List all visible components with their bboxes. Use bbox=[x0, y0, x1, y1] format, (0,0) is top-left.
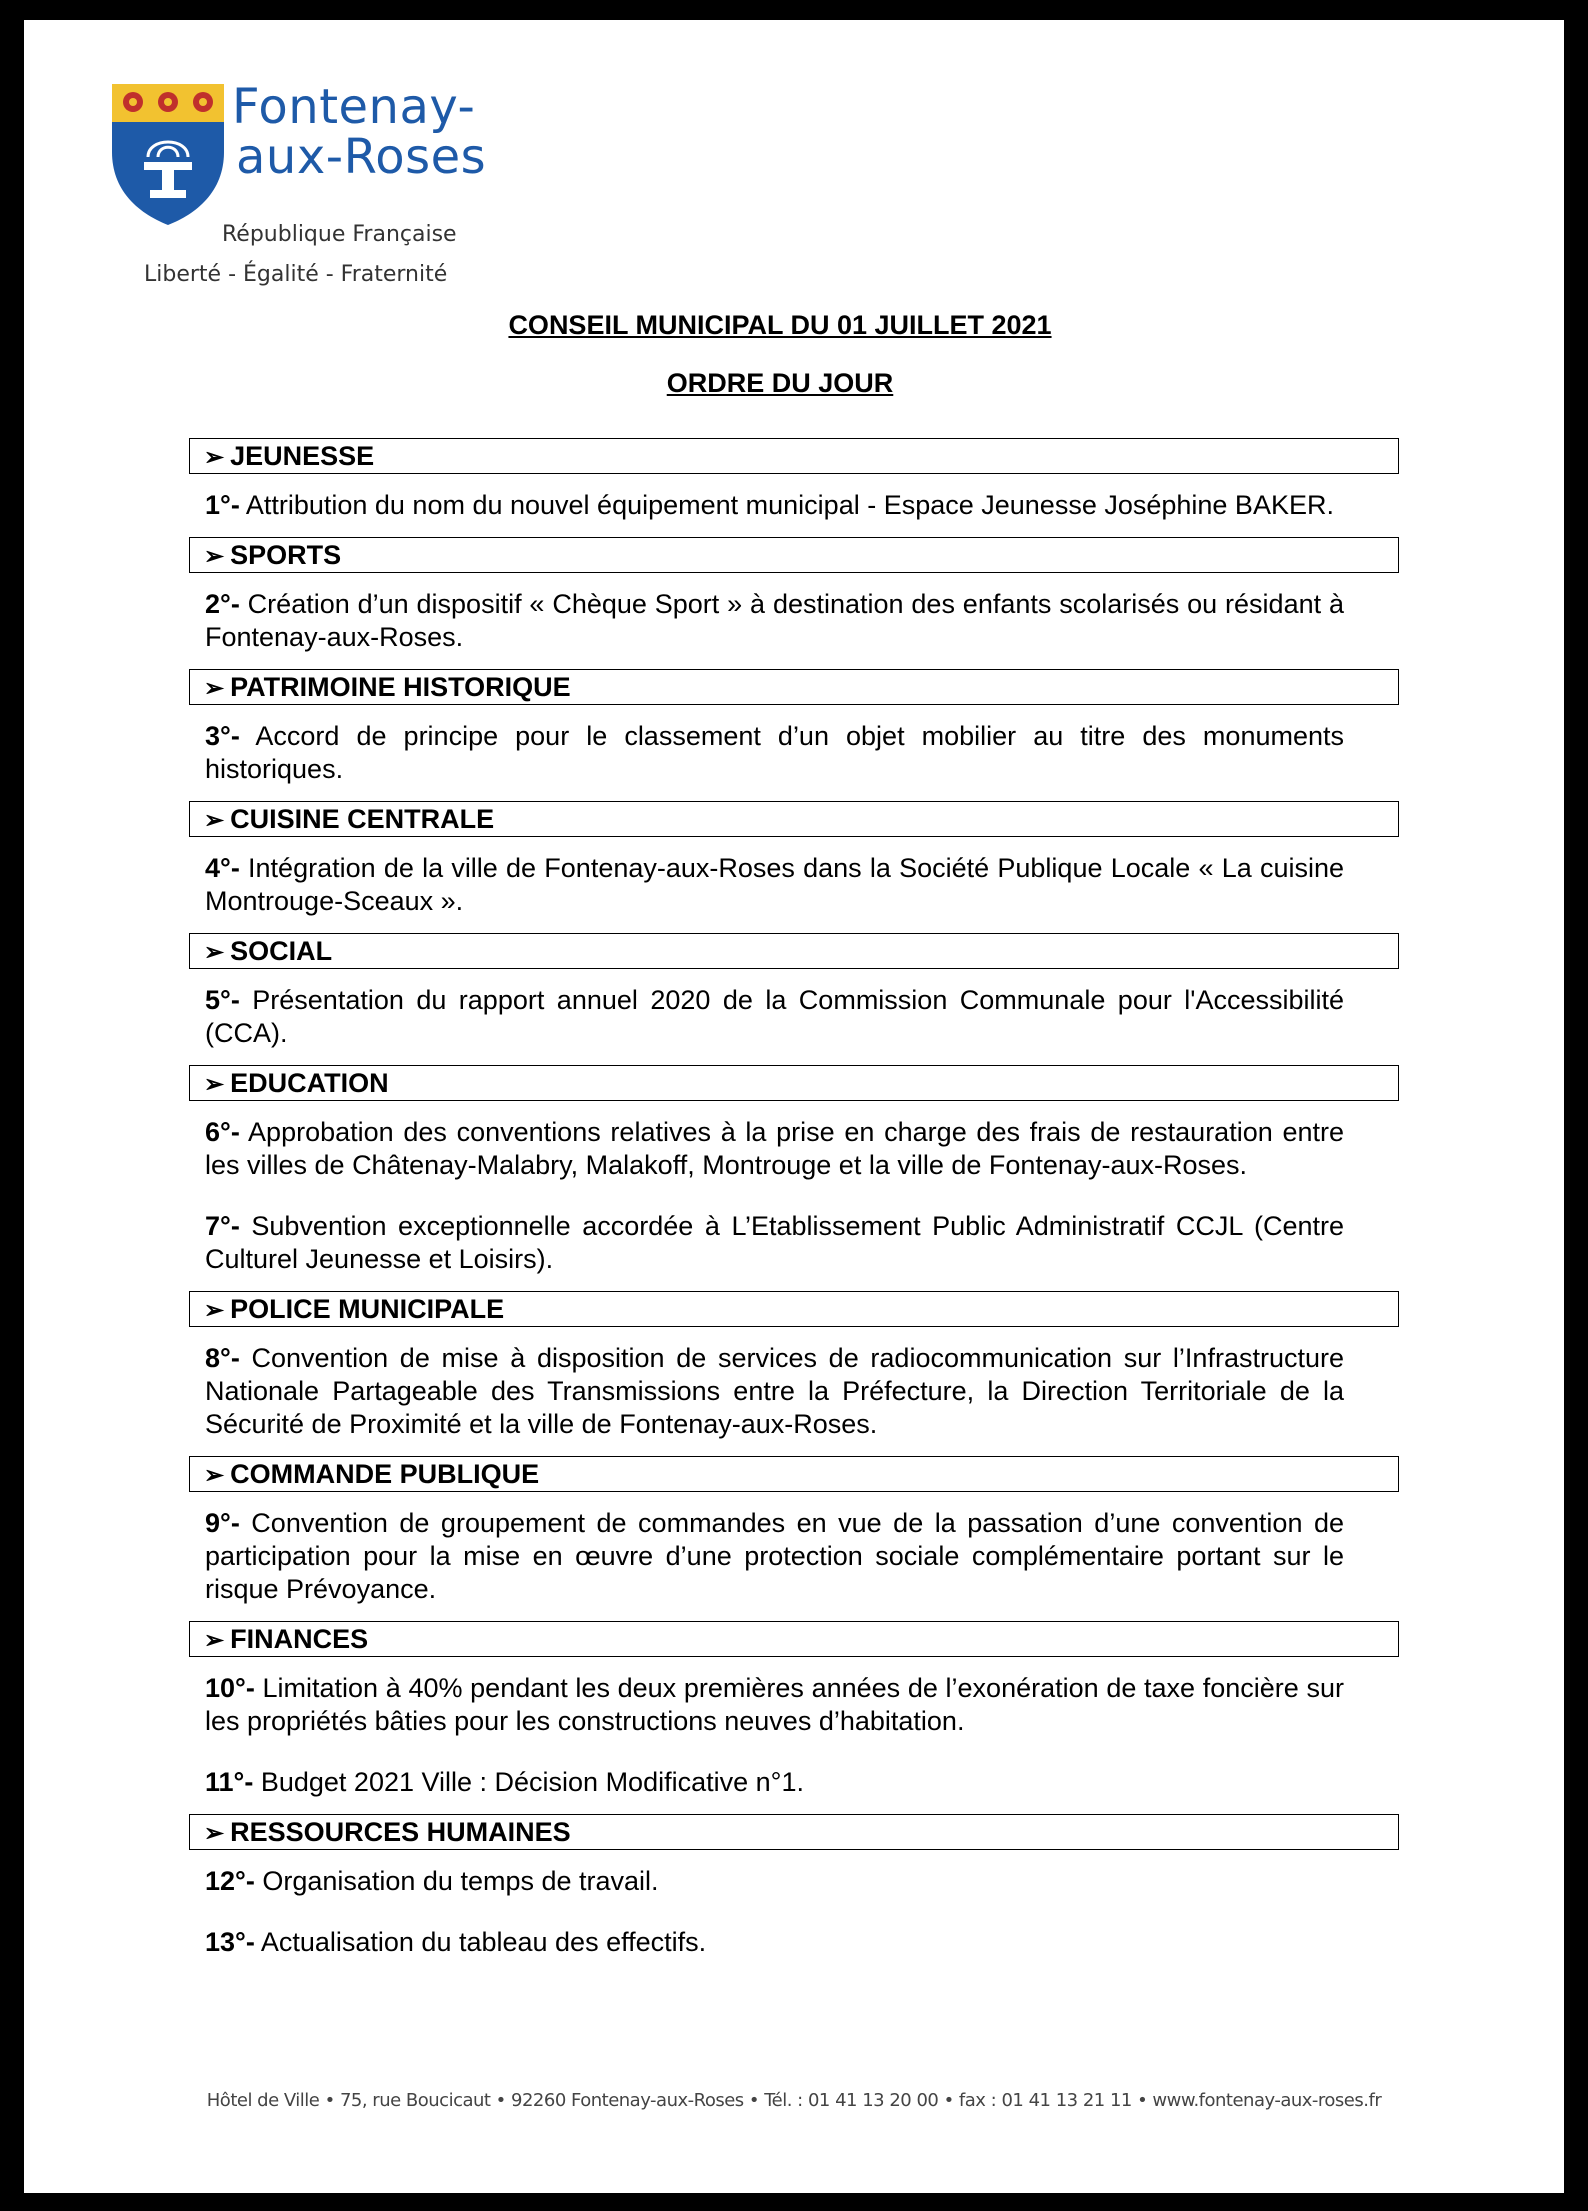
section-heading bbox=[189, 438, 1399, 474]
agenda-item-number: 1°- bbox=[205, 490, 240, 520]
arrow-bullet-icon: ➢ bbox=[204, 675, 225, 702]
arrow-bullet-icon: ➢ bbox=[204, 807, 225, 834]
footer-address: Hôtel de Ville • 75, rue Boucicaut • 92260 Fontenay-aux-Roses • Tél. : 01 41 13 20 00 • fax : 01 41 13 21 11 • www.fontenay-aux-roses.fr bbox=[206, 2090, 1382, 2111]
agenda-item-number: 9°- bbox=[205, 1508, 240, 1538]
agenda-item bbox=[205, 489, 1344, 522]
agenda-item-number: 12°- bbox=[205, 1866, 255, 1896]
coat-of-arms-icon bbox=[108, 82, 228, 227]
agenda-item bbox=[205, 1926, 1344, 1959]
arrow-bullet-icon: ➢ bbox=[204, 1071, 225, 1098]
agenda-item-text: Création d’un dispositif « Chèque Sport » à destination des enfants scolarisés ou résidant à Fontenay-aux-Roses. bbox=[205, 589, 1344, 652]
agenda-item-text: Organisation du temps de travail. bbox=[254, 1866, 659, 1896]
city-name-line2: aux-Roses bbox=[236, 129, 487, 185]
agenda-item-text: Subvention exceptionnelle accordée à L’Etablissement Public Administratif CCJL (Centre Culturel Jeunesse et Loisirs). bbox=[205, 1211, 1344, 1274]
agenda-item bbox=[205, 1672, 1344, 1738]
motto-label: Liberté - Égalité - Fraternité bbox=[144, 262, 448, 287]
city-name-line1: Fontenay- bbox=[232, 79, 476, 135]
agenda-item bbox=[205, 588, 1344, 654]
page-subtitle: ORDRE DU JOUR bbox=[666, 368, 894, 398]
section-heading-label: SPORTS bbox=[230, 540, 342, 570]
agenda-item-text: Présentation du rapport annuel 2020 de la Commission Communale pour l'Accessibilité (CCA). bbox=[205, 985, 1344, 1048]
agenda-item bbox=[205, 720, 1344, 786]
arrow-bullet-icon: ➢ bbox=[204, 543, 225, 570]
agenda-item-text: Approbation des conventions relatives à la prise en charge des frais de restauration entre les villes de Châtenay-Malabry, Malakoff, Montrouge et la ville de Fontenay-aux-Roses. bbox=[205, 1117, 1344, 1180]
agenda-item bbox=[205, 1342, 1344, 1441]
page-title: CONSEIL MUNICIPAL DU 01 JUILLET 2021 bbox=[508, 310, 1052, 340]
section-heading bbox=[189, 1065, 1399, 1101]
agenda-item-number: 2°- bbox=[205, 589, 240, 619]
section-heading-label: CUISINE CENTRALE bbox=[230, 804, 495, 834]
section-heading bbox=[189, 933, 1399, 969]
agenda-item-text: Limitation à 40% pendant les deux premières années de l’exonération de taxe foncière sur les propriétés bâties pour les constructions neuves d’habitation. bbox=[205, 1673, 1344, 1736]
arrow-bullet-icon: ➢ bbox=[204, 939, 225, 966]
section-heading-label: COMMANDE PUBLIQUE bbox=[230, 1459, 540, 1489]
arrow-bullet-icon: ➢ bbox=[204, 1462, 225, 1489]
agenda-item-number: 13°- bbox=[205, 1927, 255, 1957]
agenda-list bbox=[189, 438, 1399, 1974]
document-page bbox=[24, 20, 1564, 2193]
section-heading bbox=[189, 537, 1399, 573]
agenda-item bbox=[205, 1865, 1344, 1898]
agenda-item-text: Intégration de la ville de Fontenay-aux-Roses dans la Société Publique Locale « La cuisine Montrouge-Sceaux ». bbox=[205, 853, 1344, 916]
section-heading-label: FINANCES bbox=[230, 1624, 369, 1654]
agenda-item bbox=[205, 1210, 1344, 1276]
section-heading-label: PATRIMOINE HISTORIQUE bbox=[230, 672, 571, 702]
agenda-item-number: 4°- bbox=[205, 853, 240, 883]
city-logo bbox=[104, 79, 504, 302]
section-heading bbox=[189, 1621, 1399, 1657]
arrow-bullet-icon: ➢ bbox=[204, 444, 225, 471]
agenda-item-number: 5°- bbox=[205, 985, 240, 1015]
arrow-bullet-icon: ➢ bbox=[204, 1627, 225, 1654]
agenda-item-number: 3°- bbox=[205, 721, 240, 751]
agenda-item-number: 6°- bbox=[205, 1117, 240, 1147]
agenda-item-number: 8°- bbox=[205, 1343, 240, 1373]
section-heading-label: POLICE MUNICIPALE bbox=[230, 1294, 505, 1324]
agenda-item bbox=[205, 1766, 1344, 1799]
agenda-item-text: Convention de groupement de commandes en vue de la passation d’une convention de participation pour la mise en œuvre d’une protection sociale complémentaire portant sur le risque Prévoyance. bbox=[205, 1508, 1344, 1604]
agenda-item bbox=[205, 1116, 1344, 1182]
section-heading-label: RESSOURCES HUMAINES bbox=[230, 1817, 571, 1847]
agenda-item-text: Actualisation du tableau des effectifs. bbox=[254, 1927, 707, 1957]
agenda-item-text: Accord de principe pour le classement d’un objet mobilier au titre des monuments historiques. bbox=[205, 721, 1344, 784]
section-heading bbox=[189, 669, 1399, 705]
agenda-item-number: 7°- bbox=[205, 1211, 240, 1241]
agenda-item-number: 11°- bbox=[205, 1767, 254, 1797]
republic-label: République Française bbox=[222, 222, 457, 247]
section-heading-label: JEUNESSE bbox=[230, 441, 375, 471]
section-heading bbox=[189, 1291, 1399, 1327]
arrow-bullet-icon: ➢ bbox=[204, 1297, 225, 1324]
agenda-item bbox=[205, 1507, 1344, 1606]
agenda-item-text: Convention de mise à disposition de services de radiocommunication sur l’Infrastructure Nationale Partageable des Transmissions entre la Préfecture, la Direction Territoriale de la Sécurité de Proximité et la ville de Fontenay-aux-Roses. bbox=[205, 1343, 1344, 1439]
section-heading bbox=[189, 1814, 1399, 1850]
agenda-item-text: Attribution du nom du nouvel équipement municipal - Espace Jeunesse Joséphine BAKER. bbox=[239, 490, 1334, 520]
city-name bbox=[232, 79, 487, 185]
section-heading bbox=[189, 801, 1399, 837]
section-heading bbox=[189, 1456, 1399, 1492]
agenda-item bbox=[205, 984, 1344, 1050]
agenda-item bbox=[205, 852, 1344, 918]
section-heading-label: SOCIAL bbox=[230, 936, 333, 966]
arrow-bullet-icon: ➢ bbox=[204, 1820, 225, 1847]
agenda-item-text: Budget 2021 Ville : Décision Modificative n°1. bbox=[253, 1767, 804, 1797]
section-heading-label: EDUCATION bbox=[230, 1068, 389, 1098]
agenda-item-number: 10°- bbox=[205, 1673, 255, 1703]
